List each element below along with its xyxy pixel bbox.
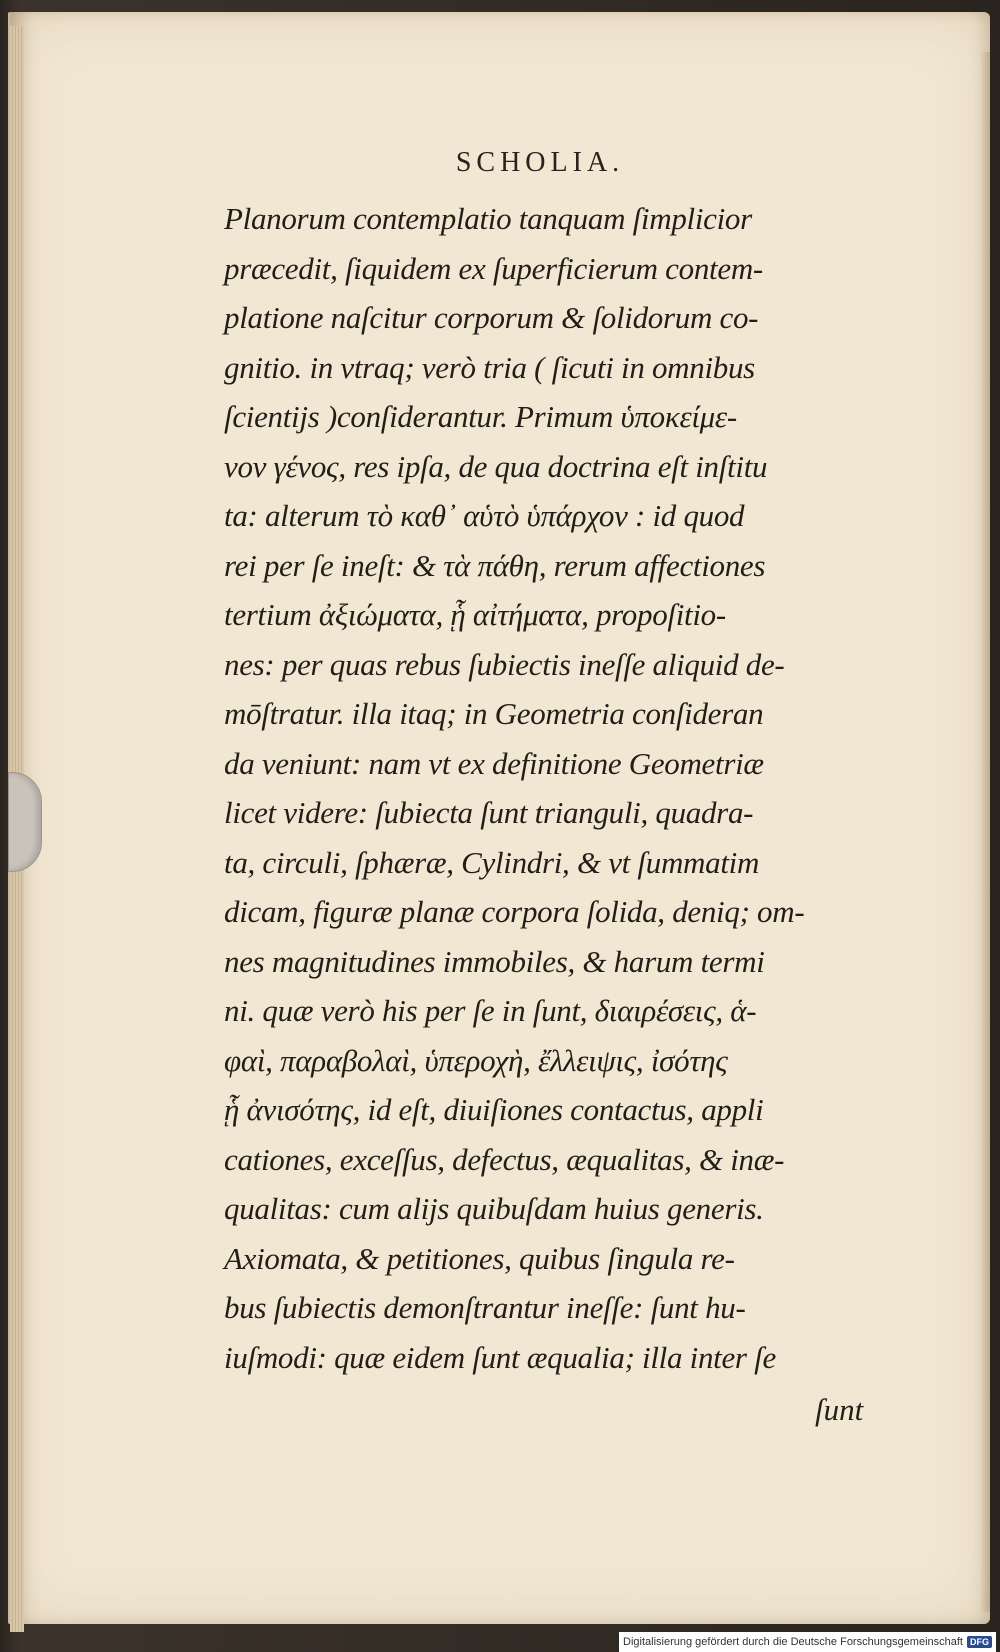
text-line: nes magnitudines immobiles, & harum termi bbox=[224, 943, 765, 979]
book-page bbox=[8, 12, 990, 1624]
text-line: cationes, exceſſus, defectus, æqualitas, & inæ- bbox=[224, 1141, 785, 1177]
text-line: licet videre: ſubiecta ſunt trianguli, quadra- bbox=[224, 795, 754, 830]
text-line: ni. quæ verò his per ſe in ſunt, διαιρέσεις, ἁ- bbox=[224, 993, 757, 1028]
text-line: tertium ἀξιώματα, ᾗ αἰτήματα, propoſitio- bbox=[224, 597, 726, 632]
text-block bbox=[224, 194, 924, 1382]
text-line: bus ſubiectis demonſtrantur ineſſe: ſunt hu- bbox=[224, 1290, 746, 1325]
text-line: mōſtratur. illa itaq; in Geometria conſideran bbox=[224, 696, 764, 731]
text-line: ᾗ ἀνισότης, id eſt, diuiſiones contactus, appli bbox=[224, 1092, 764, 1127]
text-line: φαὶ, παραβολαὶ, ὑπεροχὴ, ἔλλειψις, ἰσότης bbox=[224, 1042, 728, 1078]
text-line: rei per ſe ineſt: & τὰ πάθη, rerum affectiones bbox=[224, 547, 766, 583]
text-line: ta: alterum τὸ καθ᾽ αὑτὸ ὑπάρχον : id quod bbox=[224, 498, 745, 533]
footer-text: Digitalisierung gefördert durch die Deutsche Forschungsgemeinschaft bbox=[623, 1636, 963, 1648]
catchword: ſunt bbox=[815, 1392, 864, 1427]
text-line: ſcientijs )conſiderantur. Primum ὑποκείμε- bbox=[224, 399, 737, 434]
text-line: Planorum contemplatio tanquam ſimplicior bbox=[224, 201, 752, 236]
text-line: qualitas: cum alijs quibuſdam huius generis. bbox=[224, 1191, 764, 1226]
text-line: iuſmodi: quæ eidem ſunt æqualia; illa inter ſe bbox=[224, 1339, 776, 1375]
page-heading: SCHOLIA. bbox=[455, 147, 625, 178]
page-right-edge bbox=[980, 52, 990, 1612]
digitization-footer bbox=[619, 1632, 996, 1652]
page-marker-tab bbox=[8, 772, 42, 872]
text-line: gnitio. in vtraq; verò tria ( ſicuti in omnibus bbox=[224, 349, 755, 385]
text-line: ta, circuli, ſphæræ, Cylindri, & vt ſummatim bbox=[224, 844, 760, 880]
text-line: platione naſcitur corporum & ſolidorum co- bbox=[224, 300, 759, 335]
text-line: νον γένος, res ipſa, de qua doctrina eſt inſtitu bbox=[224, 448, 768, 484]
text-line: præcedit, ſiquidem ex ſuperficierum contem- bbox=[224, 250, 763, 286]
text-line: Axiomata, & petitiones, quibus ſingula re- bbox=[224, 1240, 735, 1276]
dfg-logo: DFG bbox=[967, 1636, 992, 1648]
text-line: nes: per quas rebus ſubiectis ineſſe aliquid de- bbox=[224, 646, 785, 682]
text-line: da veniunt: nam vt ex definitione Geometriæ bbox=[224, 745, 764, 781]
text-line: dicam, figuræ planæ corpora ſolida, deniq; om- bbox=[224, 894, 805, 929]
